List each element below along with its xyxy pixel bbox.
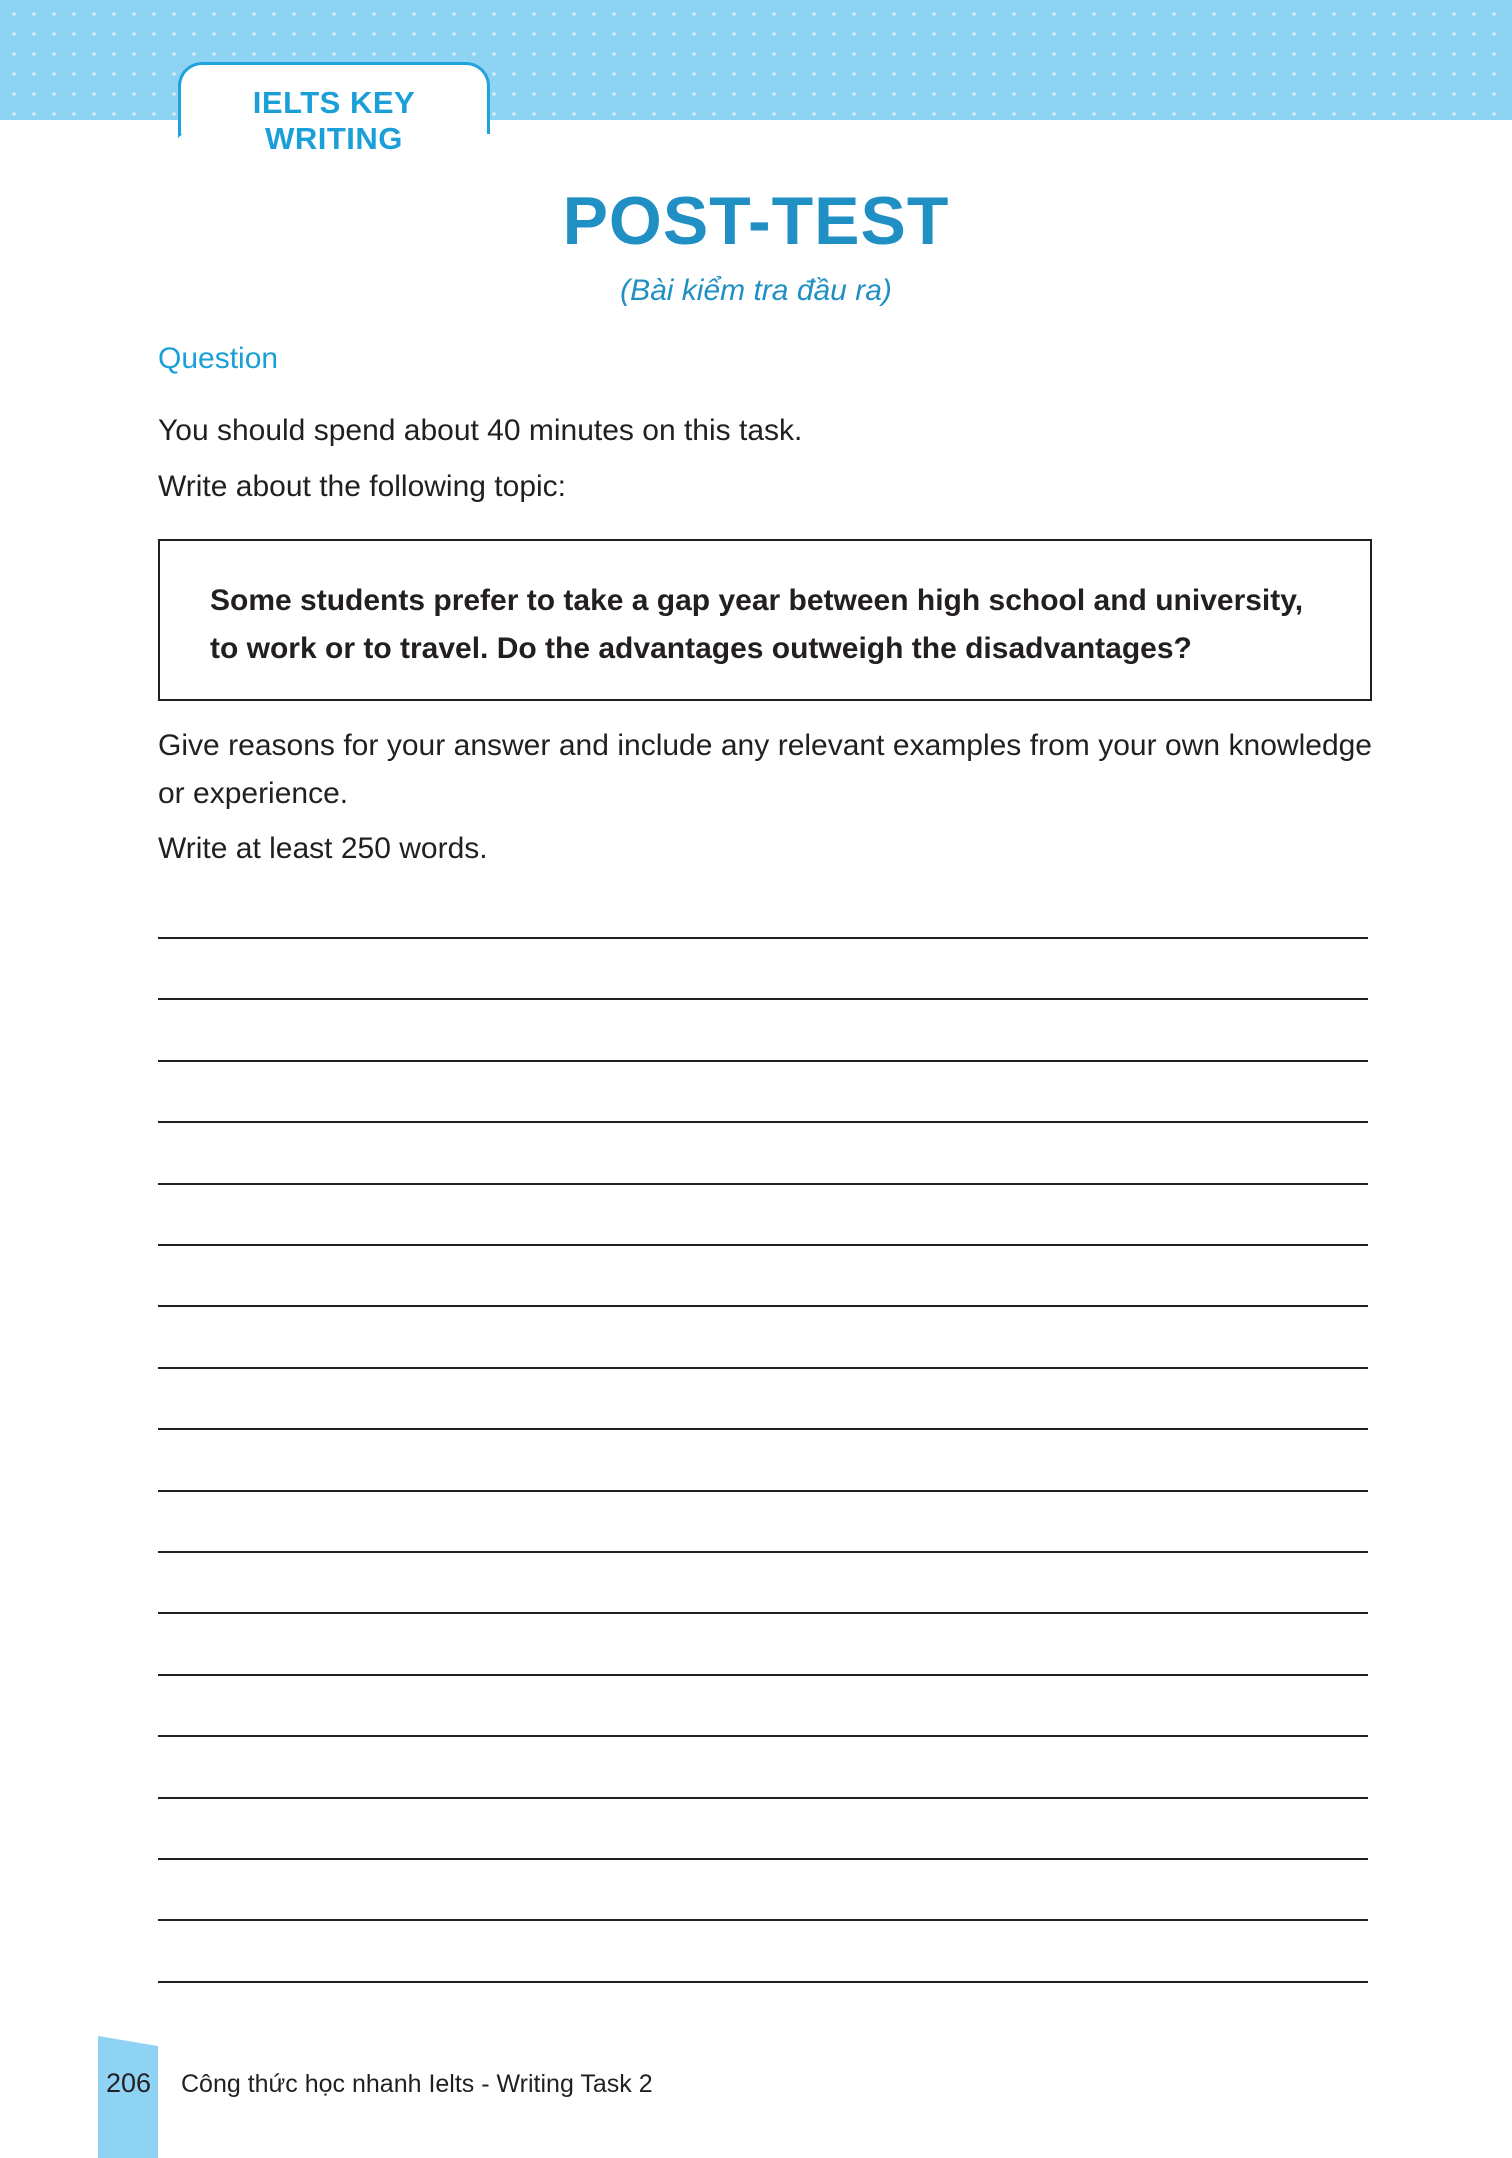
instruction-topic: Write about the following topic: [158,470,567,503]
answer-line [158,1858,1368,1860]
page-subtitle: (Bài kiểm tra đầu ra) [620,274,892,307]
answer-line [158,1183,1368,1185]
section-label: Question [158,342,279,375]
guidance-text: Give reasons for your answer and include any relevant examples from your own knowledge or experience. [158,729,1372,810]
word-limit-text: Write at least 250 words. [158,832,488,865]
answer-line [158,1428,1368,1430]
answer-line [158,1490,1368,1492]
footer-book-title: Công thức học nhanh Ielts - Writing Task 2 [181,2070,653,2098]
topic-box [158,539,1372,701]
answer-line [158,1244,1368,1246]
answer-line [158,1121,1368,1123]
header-tab-label: IELTS KEY WRITING [252,85,416,156]
answer-line [158,1981,1368,1983]
page-number: 206 [106,2068,152,2098]
answer-line [158,937,1368,939]
page-title: POST-TEST [562,183,950,259]
answer-line [158,1305,1368,1307]
topic-text: Some students prefer to take a gap year between high school and university, to work or to travel. Do the advantages outweigh the disadvantages? [210,584,1304,665]
answer-line [158,1735,1368,1737]
answer-line [158,1919,1368,1921]
answer-line [158,1367,1368,1369]
answer-line [158,1674,1368,1676]
answer-line [158,1060,1368,1062]
header-tab [178,62,490,156]
answer-line [158,1551,1368,1553]
answer-line [158,1797,1368,1799]
answer-line [158,1612,1368,1614]
answer-line [158,998,1368,1000]
instruction-time: You should spend about 40 minutes on this task. [158,414,803,447]
